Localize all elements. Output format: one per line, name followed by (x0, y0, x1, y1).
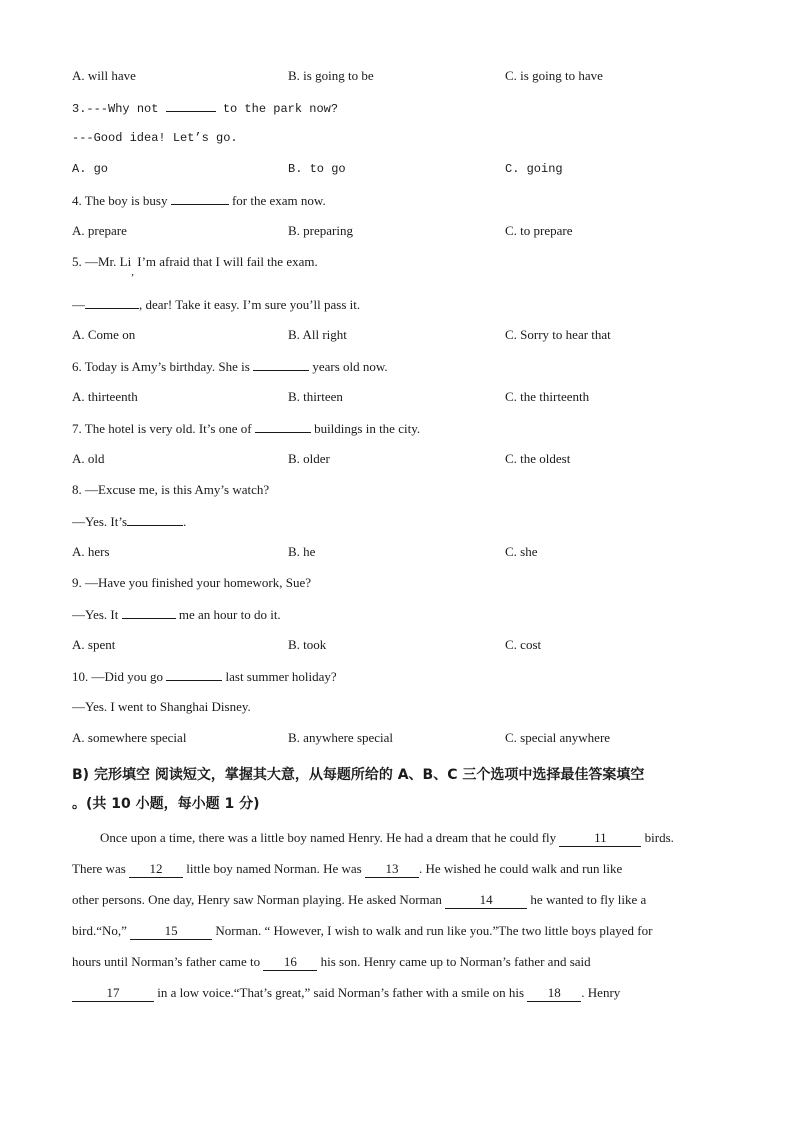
q4-option-a: A. prepare (72, 223, 127, 238)
q5-reply-pre: — (72, 297, 85, 312)
passage-text: little boy named Norman. He was (183, 861, 365, 876)
q10-option-b: B. anywhere special (288, 730, 394, 745)
q2-options (72, 66, 722, 97)
q4-options (72, 221, 722, 252)
q5-blank (85, 294, 139, 309)
q5-option-a: A. Come on (72, 327, 136, 342)
q9-reply-post: me an hour to do it. (175, 607, 281, 622)
blank-16: 16 (263, 954, 317, 971)
q3-option-a: A. go (72, 162, 109, 176)
passage-line-1 (72, 822, 722, 853)
section-b-heading-line1: B) 完形填空 阅读短文，掌握其大意，从每题所给的 A、B、C 三个选项中选择最佳答案填空 (72, 767, 645, 783)
q10-reply: —Yes. I went to Shanghai Disney. (72, 699, 251, 714)
section-b-heading (72, 761, 722, 819)
q2-option-b: B. is going to be (288, 68, 374, 83)
q10-option-a: A. somewhere special (72, 730, 187, 745)
passage-line-6 (72, 977, 722, 1008)
q4-blank (171, 190, 229, 205)
q8-option-c: C. she (505, 544, 538, 559)
q3-stem (72, 97, 722, 128)
passage-text: his son. Henry came up to Norman’s father and said (317, 954, 591, 969)
blank-11: 11 (559, 830, 641, 847)
q7-option-c: C. the oldest (505, 451, 571, 466)
passage-line-4 (72, 915, 722, 946)
q10-option-c: C. special anywhere (505, 730, 611, 745)
q5-option-b: B. All right (288, 327, 347, 342)
q8-options (72, 542, 722, 573)
q3-number: 3. (72, 102, 87, 116)
passage-line-5 (72, 946, 722, 977)
blank-12: 12 (129, 861, 183, 878)
q5-reply (72, 294, 722, 325)
q9-option-a: A. spent (72, 637, 116, 652)
passage-text: Norman. “ However, I wish to walk and run like you.”The two little boys played for (212, 923, 653, 938)
q3-stem-post: to the park now? (222, 102, 339, 116)
passage-text: Once upon a time, there was a little boy named Henry. He had a dream that he could fly (100, 830, 560, 845)
q9-options (72, 635, 722, 666)
passage-text: . Henry (581, 985, 621, 1000)
q8-reply-post: . (183, 514, 187, 529)
q6-stem-post: years old now. (309, 359, 388, 374)
q9-stem: 9. —Have you finished your homework, Sue? (72, 575, 312, 590)
q4-stem-pre: 4. The boy is busy (72, 193, 168, 208)
q2-option-a: A. will have (72, 68, 136, 83)
q6-blank (253, 356, 309, 371)
q10-options (72, 728, 722, 759)
cloze-passage (72, 822, 722, 1008)
q6-options (72, 387, 722, 418)
passage-text: he wanted to fly like a (527, 892, 647, 907)
q3-stem-pre: ---Why not (86, 102, 159, 116)
q10-blank (166, 666, 222, 681)
q7-stem-post: buildings in the city. (310, 421, 421, 436)
q6-option-c: C. the thirteenth (505, 389, 590, 404)
q6-option-a: A. thirteenth (72, 389, 138, 404)
q8-blank (127, 511, 183, 526)
q5-stem (72, 252, 722, 294)
q9-option-c: C. cost (505, 637, 542, 652)
q7-options (72, 449, 722, 480)
q9-blank (122, 604, 176, 619)
q7-stem (72, 418, 722, 449)
q5-stem-pre: 5. —Mr. Li (72, 254, 132, 269)
q3-option-c: C. going (505, 162, 563, 176)
q9-reply (72, 604, 722, 635)
q7-option-b: B. older (288, 451, 330, 466)
blank-18: 18 (527, 985, 581, 1002)
q5-reply-post: , dear! Take it easy. I’m sure you’ll pass it. (139, 297, 361, 312)
q4-stem (72, 190, 722, 221)
blank-17: 17 (72, 985, 154, 1002)
q9-reply-pre: —Yes. It (72, 607, 119, 622)
passage-text: other persons. One day, Henry saw Norman playing. He asked Norman (72, 892, 446, 907)
q9-option-b: B. took (288, 637, 327, 652)
passage-text: bird.“No,” (72, 923, 131, 938)
q5-option-c: C. Sorry to hear that (505, 327, 611, 342)
passage-text: There was (72, 861, 130, 876)
q3-reply: ---Good idea! Let’s go. (72, 131, 238, 145)
passage-text: . He wished he could walk and run like (419, 861, 623, 876)
blank-13: 13 (365, 861, 419, 878)
blank-14: 14 (445, 892, 527, 909)
q6-stem-pre: 6. Today is Amy’s birthday. She is (72, 359, 250, 374)
q8-reply (72, 511, 722, 542)
q8-option-b: B. he (288, 544, 316, 559)
q10-stem (72, 666, 722, 697)
q5-stem-post: I’m afraid that I will fail the exam. (133, 254, 318, 269)
q7-blank (255, 418, 311, 433)
q8-stem: 8. —Excuse me, is this Amy’s watch? (72, 482, 270, 497)
passage-line-3 (72, 884, 722, 915)
blank-15: 15 (130, 923, 212, 940)
q4-option-b: B. preparing (288, 223, 353, 238)
q3-blank (166, 97, 216, 112)
q6-stem (72, 356, 722, 387)
q8-reply-pre: —Yes. It’s (72, 514, 128, 529)
q8-option-a: A. hers (72, 544, 110, 559)
q4-stem-post: for the exam now. (228, 193, 326, 208)
passage-text: in a low voice.“That’s great,” said Norman’s father with a smile on his (154, 985, 528, 1000)
q4-option-c: C. to prepare (505, 223, 573, 238)
q7-option-a: A. old (72, 451, 105, 466)
passage-text: hours until Norman’s father came to (72, 954, 264, 969)
q10-stem-post: last summer holiday? (222, 669, 337, 684)
exam-page (72, 66, 722, 1008)
q3-option-b: B. to go (288, 162, 346, 176)
q7-stem-pre: 7. The hotel is very old. It’s one of (72, 421, 252, 436)
q3-options (72, 159, 722, 190)
section-b-heading-line2: 。(共 10 小题，每小题 1 分) (72, 796, 260, 812)
q2-option-c: C. is going to have (505, 68, 603, 83)
q5-comma: , (131, 266, 134, 278)
passage-text: birds. (641, 830, 674, 845)
q10-stem-pre: 10. —Did you go (72, 669, 163, 684)
q5-options (72, 325, 722, 356)
passage-line-2 (72, 853, 722, 884)
q6-option-b: B. thirteen (288, 389, 343, 404)
